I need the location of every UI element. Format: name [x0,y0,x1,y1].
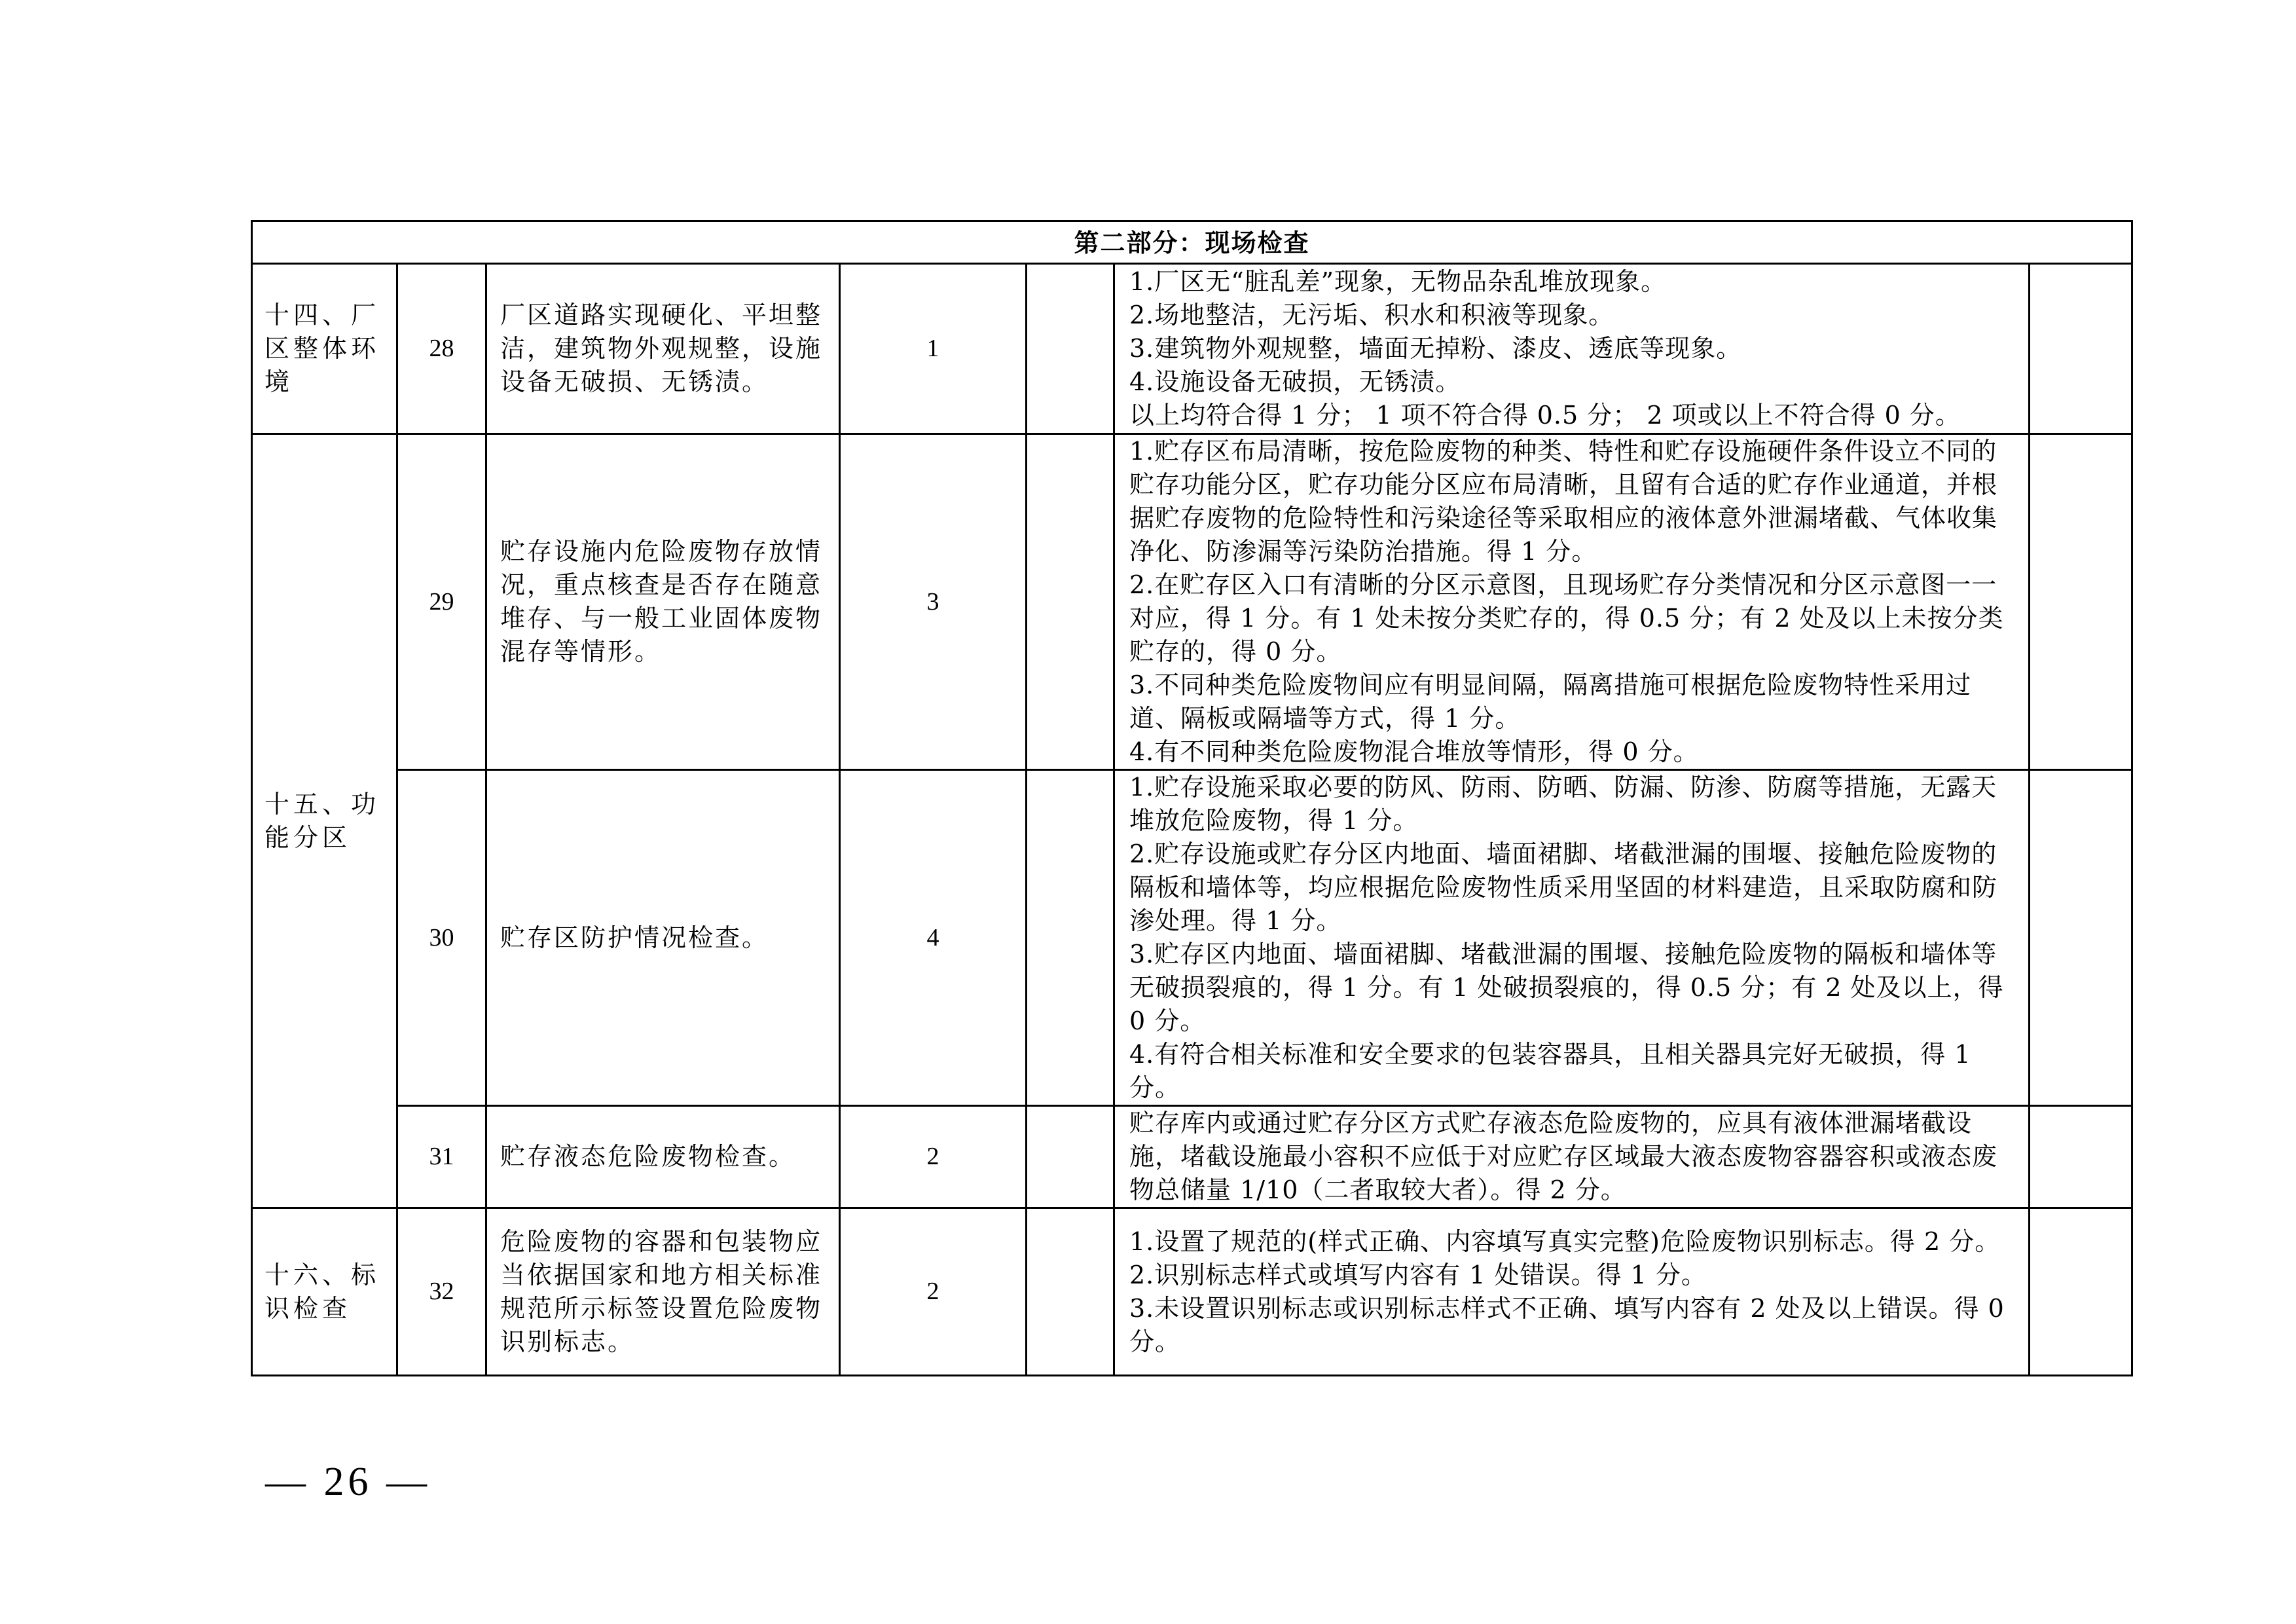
remarks-cell [2030,434,2132,770]
criteria-line: 3.未设置识别标志或识别标志样式不正确、填写内容有 2 处及以上错误。得 0 分。 [1129,1293,2005,1356]
inspection-table [251,220,2133,1376]
item-description: 贮存区防护情况检查。 [486,770,840,1106]
item-number: 29 [397,434,486,770]
blank-cell [1027,1208,1114,1376]
item-score: 4 [840,770,1027,1106]
item-score: 2 [840,1208,1027,1376]
scoring-criteria [1114,1106,2030,1208]
criteria-line: 4.设施设备无破损，无锈渍。 [1129,367,1461,396]
table-row [252,770,2132,1106]
blank-cell [1027,264,1114,434]
blank-cell [1027,434,1114,770]
blank-cell [1027,770,1114,1106]
item-score: 1 [840,264,1027,434]
criteria-line: 3.建筑物外观规整，墙面无掉粉、漆皮、透底等现象。 [1129,334,1742,363]
criteria-line: 1.贮存区布局清晰，按危险废物的种类、特性和贮存设施硬件条件设立不同的贮存功能分区，贮存功能分区应布局清晰，且留有合适的贮存作业通道，并根据贮存废物的危险特性和污染途径等采取相应的液体意外泄漏堵截、气体收集净化、防渗漏等污染防治措施。得 1 分。 [1129,437,1998,566]
remarks-cell [2030,264,2132,434]
item-number: 30 [397,770,486,1106]
item-number: 31 [397,1106,486,1208]
criteria-line: 4.有不同种类危险废物混合堆放等情形，得 0 分。 [1129,737,1699,766]
criteria-line: 3.贮存区内地面、墙面裙脚、堵截泄漏的围堰、接触危险废物的隔板和墙体等无破损裂痕的，得 1 分。有 1 处破损裂痕的，得 0.5 分；有 2 处及以上，得 0 分。 [1129,940,2004,1035]
criteria-line: 4.有符合相关标准和安全要求的包装容器具，且相关器具完好无破损，得 1 分。 [1129,1040,1971,1102]
remarks-cell [2030,1106,2132,1208]
item-description: 危险废物的容器和包装物应当依据国家和地方相关标准规范所示标签设置危险废物识别标志。 [486,1208,840,1376]
remarks-cell [2030,1208,2132,1376]
criteria-line: 2.识别标志样式或填写内容有 1 处错误。得 1 分。 [1129,1260,1707,1289]
criteria-line: 3.不同种类危险废物间应有明显间隔，隔离措施可根据危险废物特性采用过道、隔板或隔墙等方式，得 1 分。 [1129,671,1972,733]
scoring-criteria [1114,434,2030,770]
category-cell: 十五、功能分区 [252,434,397,1208]
item-number: 32 [397,1208,486,1376]
page-number: — 26 — [265,1460,431,1504]
criteria-line: 2.贮存设施或贮存分区内地面、墙面裙脚、堵截泄漏的围堰、接触危险废物的隔板和墙体等，均应根据危险废物性质采用坚固的材料建造，且采取防腐和防渗处理。得 1 分。 [1129,840,1998,935]
scoring-criteria [1114,264,2030,434]
blank-cell [1027,1106,1114,1208]
remarks-cell [2030,770,2132,1106]
criteria-line: 1.设置了规范的(样式正确、内容填写真实完整)危险废物识别标志。得 2 分。 [1129,1227,2001,1256]
criteria-line: 以上均符合得 1 分； 1 项不符合得 0.5 分； 2 项或以上不符合得 0 分。 [1129,401,1961,430]
criteria-line: 1.厂区无“脏乱差”现象，无物品杂乱堆放现象。 [1129,267,1667,296]
item-description: 厂区道路实现硬化、平坦整洁，建筑物外观规整，设施设备无破损、无锈渍。 [486,264,840,434]
item-score: 2 [840,1106,1027,1208]
section-header: 第二部分：现场检查 [252,221,2132,264]
table-row [252,1106,2132,1208]
criteria-line: 2.在贮存区入口有清晰的分区示意图，且现场贮存分类情况和分区示意图一一对应，得 1 分。有 1 处未按分类贮存的，得 0.5 分；有 2 处及以上未按分类贮存的，得 0 分。 [1129,570,2004,666]
category-cell: 十六、标识检查 [252,1208,397,1376]
section-header-row [252,221,2132,264]
criteria-line: 贮存库内或通过贮存分区方式贮存液态危险废物的，应具有液体泄漏堵截设施，堵截设施最小容积不应低于对应贮存区域最大液态废物容器容积或液态废物总储量 1/10（二者取较大者）。得 2 分。 [1129,1109,1998,1204]
item-description: 贮存设施内危险废物存放情况，重点核查是否存在随意堆存、与一般工业固体废物混存等情形。 [486,434,840,770]
scoring-criteria [1114,1208,2030,1376]
criteria-line: 1.贮存设施采取必要的防风、防雨、防晒、防漏、防渗、防腐等措施，无露天堆放危险废物，得 1 分。 [1129,773,1997,835]
table-row [252,434,2132,770]
item-description: 贮存液态危险废物检查。 [486,1106,840,1208]
table-row [252,264,2132,434]
table-row [252,1208,2132,1376]
category-cell: 十四、厂区整体环境 [252,264,397,434]
item-score: 3 [840,434,1027,770]
item-number: 28 [397,264,486,434]
criteria-line: 2.场地整洁，无污垢、积水和积液等现象。 [1129,301,1614,329]
scoring-criteria [1114,770,2030,1106]
